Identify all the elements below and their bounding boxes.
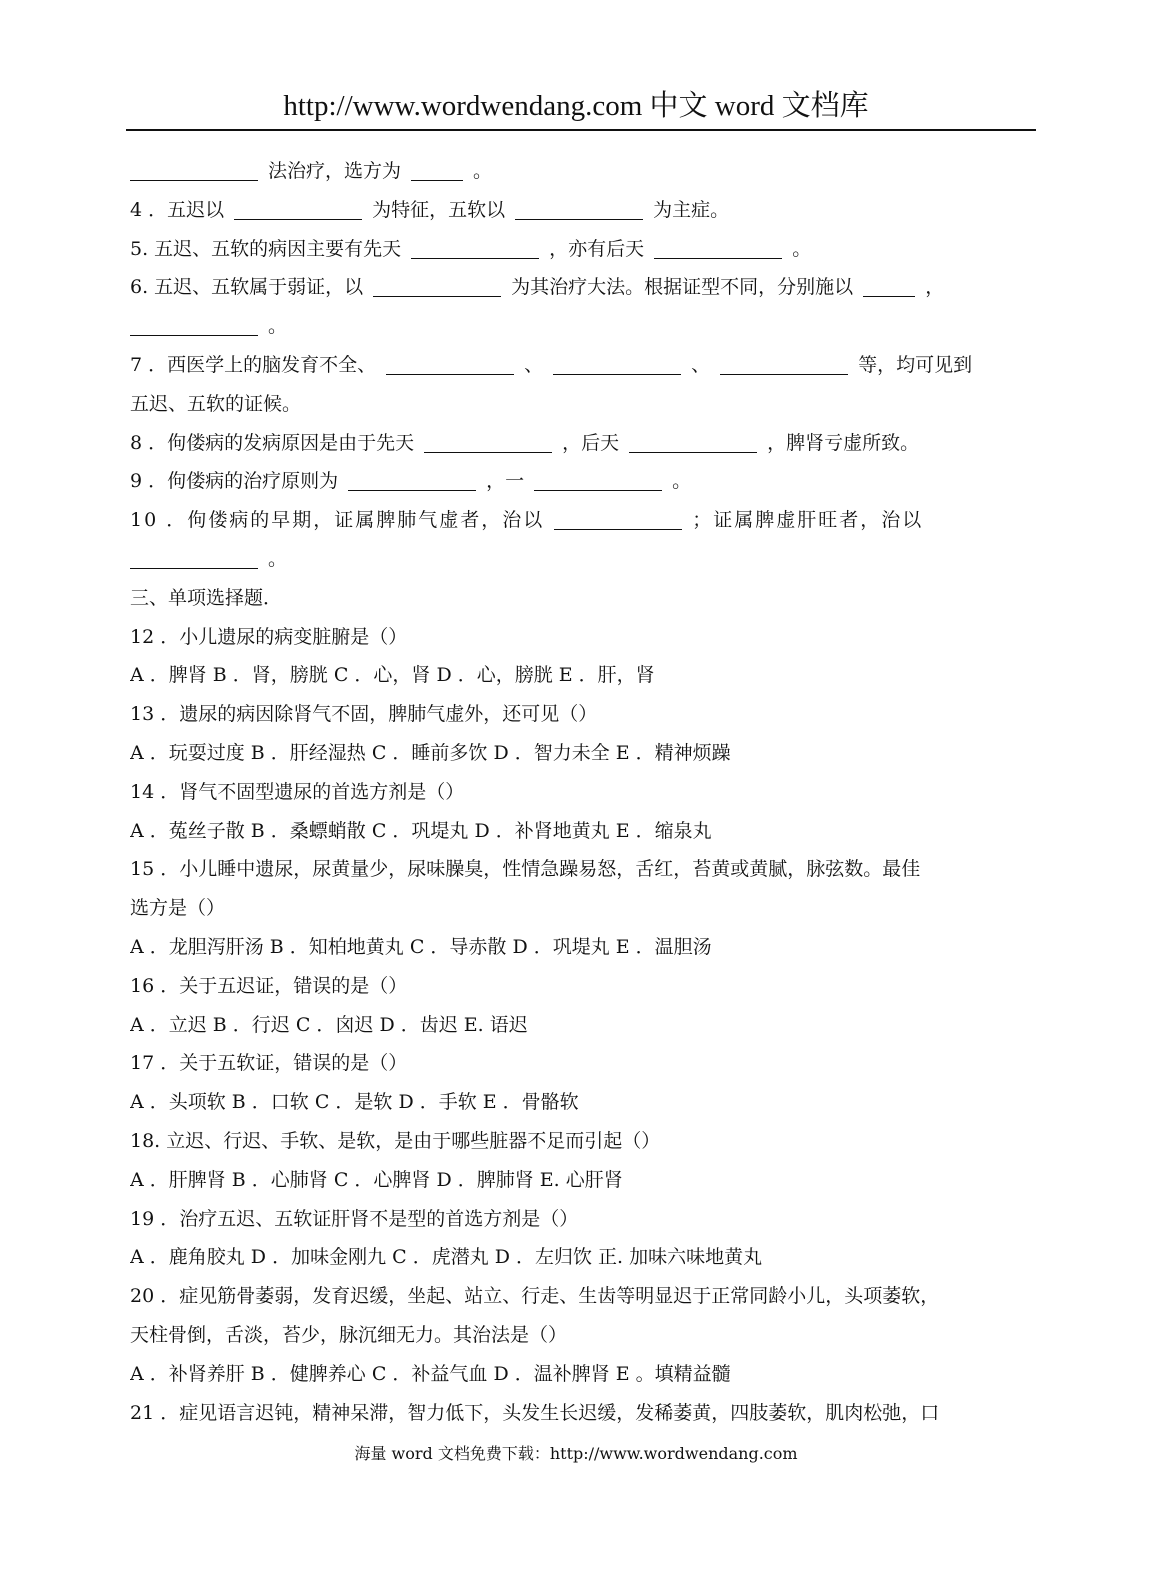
fill-blank <box>411 257 539 259</box>
question-text: 天柱骨倒，舌淡，苔少，脉沉细无力。其治法是（） <box>130 1323 568 1346</box>
text-line: 法治疗，选方为 。 <box>130 152 1035 191</box>
question-text: 12 ．小儿遗尿的病变脏腑是（） <box>130 625 408 648</box>
fill-blank <box>130 179 258 181</box>
question-text: 16 ．关于五迟证，错误的是（） <box>130 974 408 997</box>
fill-blank <box>534 489 662 491</box>
text-line: 。 <box>130 540 1035 579</box>
answer-options: A ．立迟 B ．行迟 C ．囟迟 D ．齿迟 E. 语迟 <box>130 1013 528 1036</box>
answer-options: A ．头项软 B ．口软 C ．是软 D ．手软 E ．骨骼软 <box>130 1091 579 1114</box>
page-header: http://www.wordwendang.com 中文 word 文档库 <box>283 90 869 122</box>
answer-options: A ．玩耍过度 B ．肝经湿热 C ．睡前多饮 D ．智力未全 E ．精神烦躁 <box>130 741 731 764</box>
answer-options: A ．脾肾 B ．肾，膀胱 C ．心，肾 D ．心，膀胱 E ．肝，肾 <box>130 664 655 687</box>
fill-blank <box>720 373 848 375</box>
fill-blank <box>386 373 514 375</box>
text-line: 。 <box>130 307 1035 346</box>
fill-blank <box>130 567 258 569</box>
question-text: 19 ．治疗五迟、五软证肝肾不是型的首选方剂是（） <box>130 1207 579 1230</box>
page-footer: 海量 word 文档免费下载：http://www.wordwendang.com <box>354 1444 798 1463</box>
fill-blank <box>373 295 501 297</box>
question-text: 14 ．肾气不固型遗尿的首选方剂是（） <box>130 780 465 803</box>
question-text: 18. 立迟、行迟、手软、是软，是由于哪些脏器不足而引起（） <box>130 1129 661 1152</box>
fill-blank <box>130 334 258 336</box>
text-line: 五迟、五软的证候。 <box>130 392 302 415</box>
fill-blank <box>424 451 552 453</box>
question-text: 17 ．关于五软证，错误的是（） <box>130 1052 408 1075</box>
question-text: 选方是（） <box>130 897 226 920</box>
fill-blank <box>654 257 782 259</box>
fill-blank <box>348 489 476 491</box>
text-line: 4 ．五迟以 为特征，五软以 为主症。 <box>130 198 730 221</box>
fill-blank <box>234 218 362 220</box>
text-line: 5. 五迟、五软的病因主要有先天 ，亦有后天 。 <box>130 237 812 260</box>
fill-blank <box>629 451 757 453</box>
text-line: 7 ．西医学上的脑发育不全、 、 、 等，均可见到 <box>130 353 973 376</box>
text-line: 6. 五迟、五软属于弱证，以 为其治疗大法。根据证型不同，分别施以 ， <box>130 276 945 299</box>
question-text: 13 ．遗尿的病因除肾气不固，脾肺气虚外，还可见（） <box>130 703 598 726</box>
fill-blank <box>553 373 681 375</box>
answer-options: A ．补肾养肝 B ．健脾养心 C ．补益气血 D ．温补脾肾 E 。填精益髓 <box>130 1362 731 1385</box>
answer-options: A ．肝脾肾 B ．心肺肾 C ．心脾肾 D ．脾肺肾 E. 心肝肾 <box>130 1168 623 1191</box>
answer-options: A ．龙胆泻肝汤 B ．知柏地黄丸 C ．导赤散 D ．巩堤丸 E ．温胆汤 <box>130 935 712 958</box>
section-heading: 三、单项选择题． <box>130 586 283 609</box>
question-text: 20 ．症见筋骨萎弱，发育迟缓，坐起、站立、行走、生齿等明显迟于正常同龄小儿，头项萎软， <box>130 1285 940 1308</box>
fill-blank <box>554 528 682 530</box>
question-text: 21 ．症见语言迟钝，精神呆滞，智力低下，头发生长迟缓，发稀萎黄，四肢萎软，肌肉松弛，口 <box>130 1401 940 1424</box>
fill-blank <box>515 218 643 220</box>
text-line: 8 ．佝偻病的发病原因是由于先天 ，后天 ，脾肾亏虚所致。 <box>130 431 920 454</box>
text-line: 10 ．佝偻病的早期，证属脾肺气虚者，治以 ；证属脾虚肝旺者，治以 <box>130 509 924 532</box>
text-line: 9 ．佝偻病的治疗原则为 ，一 。 <box>130 470 692 493</box>
fill-blank <box>411 179 463 181</box>
fill-blank <box>863 295 915 297</box>
question-text: 15 ．小儿睡中遗尿，尿黄量少，尿味臊臭，性情急躁易怒，舌红，苔黄或黄腻，脉弦数。最佳 <box>130 858 921 881</box>
document-body <box>130 152 1035 1432</box>
answer-options: A ．鹿角胶丸 D ．加味金刚九 C ．虎潜丸 D ．左归饮 正. 加味六味地黄丸 <box>130 1246 763 1269</box>
header-divider <box>126 129 1036 131</box>
answer-options: A ．菟丝子散 B ．桑螵蛸散 C ．巩堤丸 D ．补肾地黄丸 E ．缩泉丸 <box>130 819 712 842</box>
